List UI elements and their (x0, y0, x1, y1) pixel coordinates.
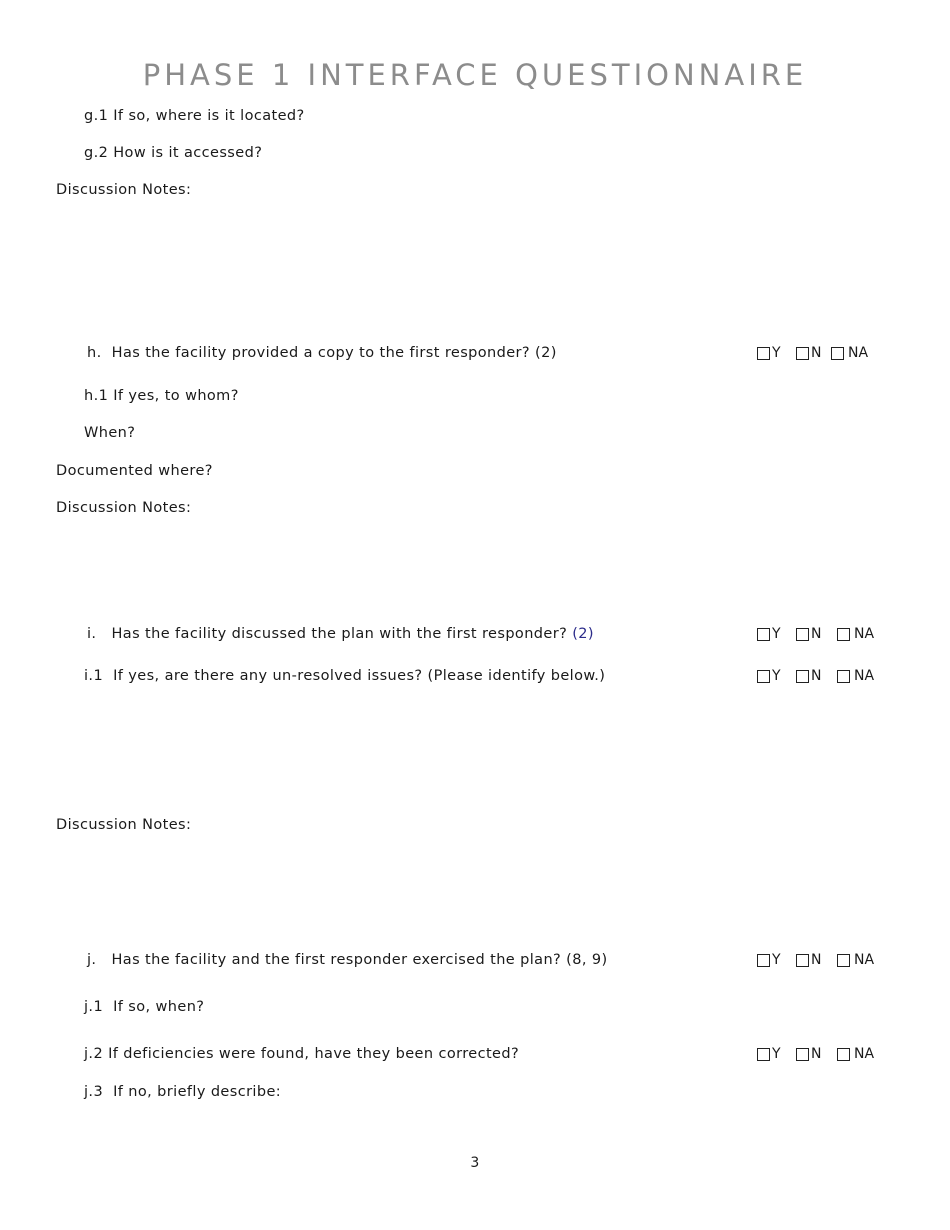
discussion-notes-label: Discussion Notes: (56, 182, 192, 198)
label-na: NA (854, 952, 875, 968)
question-number: j. (87, 952, 97, 968)
checkbox-yes[interactable] (757, 347, 770, 360)
checkbox-no[interactable] (796, 1048, 809, 1061)
label-no: N (811, 626, 822, 642)
checkbox-no[interactable] (796, 954, 809, 967)
question-g2: g.2 How is it accessed? (84, 145, 263, 161)
question-j (87, 952, 608, 968)
label-yes: Y (772, 668, 781, 684)
label-na: NA (848, 345, 869, 361)
label-na: NA (854, 668, 875, 684)
label-na: NA (854, 1046, 875, 1062)
question-text: Has the facility provided a copy to the first responder? (2) (111, 345, 557, 361)
question-h1-documented: Documented where? (56, 463, 213, 479)
checkbox-no[interactable] (796, 347, 809, 360)
question-h1: h.1 If yes, to whom? (84, 388, 239, 404)
question-text: Has the facility discussed the plan with the first responder? (111, 626, 568, 642)
checkbox-yes[interactable] (757, 628, 770, 641)
label-no: N (811, 952, 822, 968)
checkbox-no[interactable] (796, 628, 809, 641)
question-h1-when: When? (84, 425, 136, 441)
question-number: j.1 (84, 999, 104, 1015)
label-yes: Y (772, 1046, 781, 1062)
question-number: h. (87, 345, 102, 361)
label-na: NA (854, 626, 875, 642)
question-text: If yes, are there any un-resolved issues? (Please identify below.) (113, 668, 606, 684)
page-number: 3 (470, 1155, 480, 1171)
question-i1 (84, 668, 605, 684)
question-text: If so, when? (113, 999, 205, 1015)
label-no: N (811, 345, 822, 361)
question-number: j.3 (84, 1084, 104, 1100)
question-j3 (84, 1084, 281, 1100)
label-no: N (811, 668, 822, 684)
question-text: If no, briefly describe: (113, 1084, 282, 1100)
discussion-notes-label: Discussion Notes: (56, 500, 192, 516)
checkbox-na[interactable] (837, 670, 850, 683)
checkbox-yes[interactable] (757, 954, 770, 967)
label-no: N (811, 1046, 822, 1062)
page-title: PHASE 1 INTERFACE QUESTIONNAIRE (142, 58, 808, 92)
checkbox-na[interactable] (831, 347, 844, 360)
question-number: i. (87, 626, 97, 642)
checkbox-na[interactable] (837, 954, 850, 967)
checkbox-no[interactable] (796, 670, 809, 683)
label-yes: Y (772, 626, 781, 642)
checkbox-na[interactable] (837, 1048, 850, 1061)
label-yes: Y (772, 952, 781, 968)
checkbox-na[interactable] (837, 628, 850, 641)
question-text: Has the facility and the first responder exercised the plan? (8, 9) (111, 952, 608, 968)
question-reference: (2) (572, 626, 594, 642)
question-j1 (84, 999, 204, 1015)
question-g1: g.1 If so, where is it located? (84, 108, 305, 124)
question-number: i.1 (84, 668, 104, 684)
label-yes: Y (772, 345, 781, 361)
checkbox-yes[interactable] (757, 670, 770, 683)
question-i (87, 626, 594, 642)
question-h (87, 345, 557, 361)
question-j2: j.2 If deficiencies were found, have they been corrected? (84, 1046, 520, 1062)
discussion-notes-label: Discussion Notes: (56, 817, 192, 833)
checkbox-yes[interactable] (757, 1048, 770, 1061)
